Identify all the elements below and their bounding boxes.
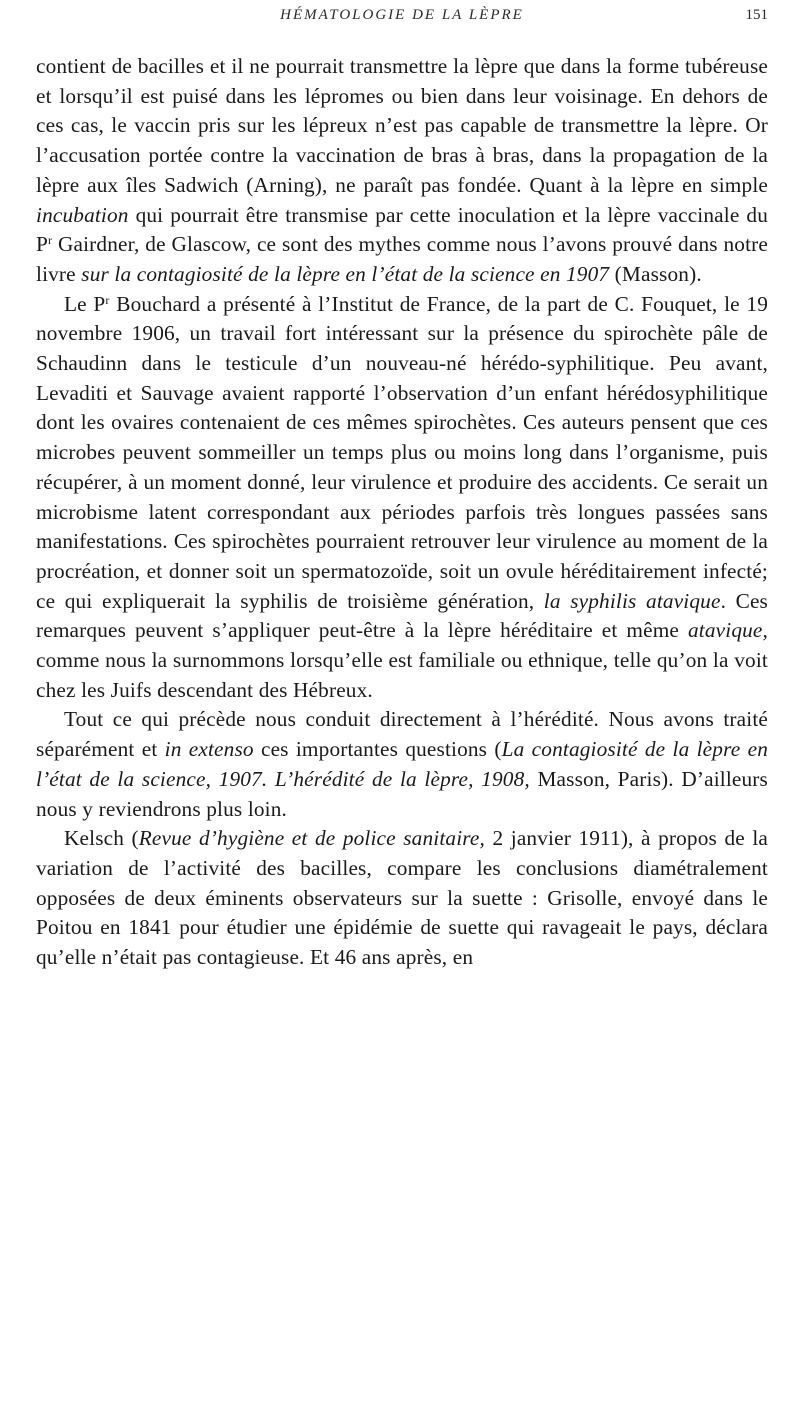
italic-text: La contagiosité de la lèpre en l’état de la science, 1907. L’hérédité de la lèpre, 1908,	[36, 737, 768, 791]
superscript: r	[105, 292, 110, 307]
italic-text: sur la contagiosité de la lèpre en l’état de la science en 1907	[81, 261, 610, 286]
text-run: qui pourrait être transmise par cette inoculation et la lèpre vaccinale du P	[36, 202, 768, 257]
body-text	[36, 52, 768, 973]
running-title: HÉMATOLOGIE DE LA LÈPRE	[280, 7, 524, 23]
text-run: (Masson).	[609, 261, 702, 286]
text-run: contient de bacilles et il ne pourrait transmettre la lèpre que dans la forme tubéreuse et lorsqu’il est puisé dans les lépromes ou bien dans leur voisinage. En dehors de ces cas, le vaccin pris sur les lépreux n’est pas capable de transmettre la lèpre. Or l’accusation portée contre la vaccination de bras à bras, dans la propagation de la lèpre aux îles Sadwich (Arning), ne paraît pas fondée. Quant à la lèpre en simple	[36, 54, 768, 197]
text-run: Tout ce qui précède nous conduit directement à l’hérédité. Nous avons traité séparément et	[36, 707, 768, 762]
italic-text: la syphilis atavique	[543, 588, 721, 613]
italic-text: Revue d’hygiène et de police sanitaire,	[138, 826, 485, 851]
text-run: . Ces remarques peuvent s’appliquer peut-être à la lèpre héréditaire et même	[36, 588, 768, 643]
superscript: r	[48, 233, 53, 248]
book-page	[36, 0, 768, 973]
text-run: ces importantes questions (	[253, 737, 502, 762]
text-run: Masson, Paris). D’ailleurs nous y reviendrons plus loin.	[36, 766, 768, 821]
italic-text: incubation	[36, 202, 129, 227]
running-header	[36, 7, 768, 47]
text-run: Kelsch (	[64, 826, 139, 851]
paragraph	[36, 824, 768, 973]
page-number: 151	[745, 7, 768, 23]
paragraph	[36, 52, 768, 290]
text-run: Gairdner, de Glascow, ce sont des mythes comme nous l’avons prouvé dans notre livre	[36, 232, 768, 286]
paragraph	[36, 290, 768, 706]
text-run: comme nous la surnommons lorsqu’elle est familiale ou ethnique, telle qu’on la voit chez les Juifs descendant des Hébreux.	[36, 648, 768, 702]
text-run: Bouchard a présenté à l’Institut de France, de la part de C. Fouquet, le 19 novembre 1906, un travail fort intéressant sur la présence du spirochète pâle de Schaudinn dans le testicule d’un nouveau-né hérédo-syphilitique. Peu avant, Levaditi et Sauvage avaient rapporté l’observation d’un enfant hérédosyphilitique dont les ovaires contenaient de ces mêmes spirochètes. Ces auteurs pensent que ces microbes peuvent sommeiller un temps plus ou moins long dans l’organisme, puis récupérer, à un moment donné, leur virulence et produire des accidents. Ce serait un microbisme latent correspondant aux périodes parfois très longues passées sans manifestations. Ces spirochètes pourraient retrouver leur virulence au moment de la procréation, et donner soit un spermatozoïde, soit un ovule héréditairement infecté; ce qui expliquerait la syphilis de troisième génération,	[36, 291, 768, 613]
text-run: Le P	[64, 291, 106, 316]
text-run: 2 janvier 1911), à propos de la variation de l’activité des bacilles, compare les conclusions diamétralement opposées de deux éminents observateurs sur la suette : Grisolle, envoyé dans le Poitou en 1841 pour étudier une épidémie de suette qui ravageait le pays, déclara qu’elle n’était pas contagieuse. Et 46 ans après, en	[36, 826, 768, 970]
italic-text: in extenso	[164, 737, 254, 762]
paragraph	[36, 705, 768, 824]
italic-text: atavique,	[687, 618, 768, 643]
